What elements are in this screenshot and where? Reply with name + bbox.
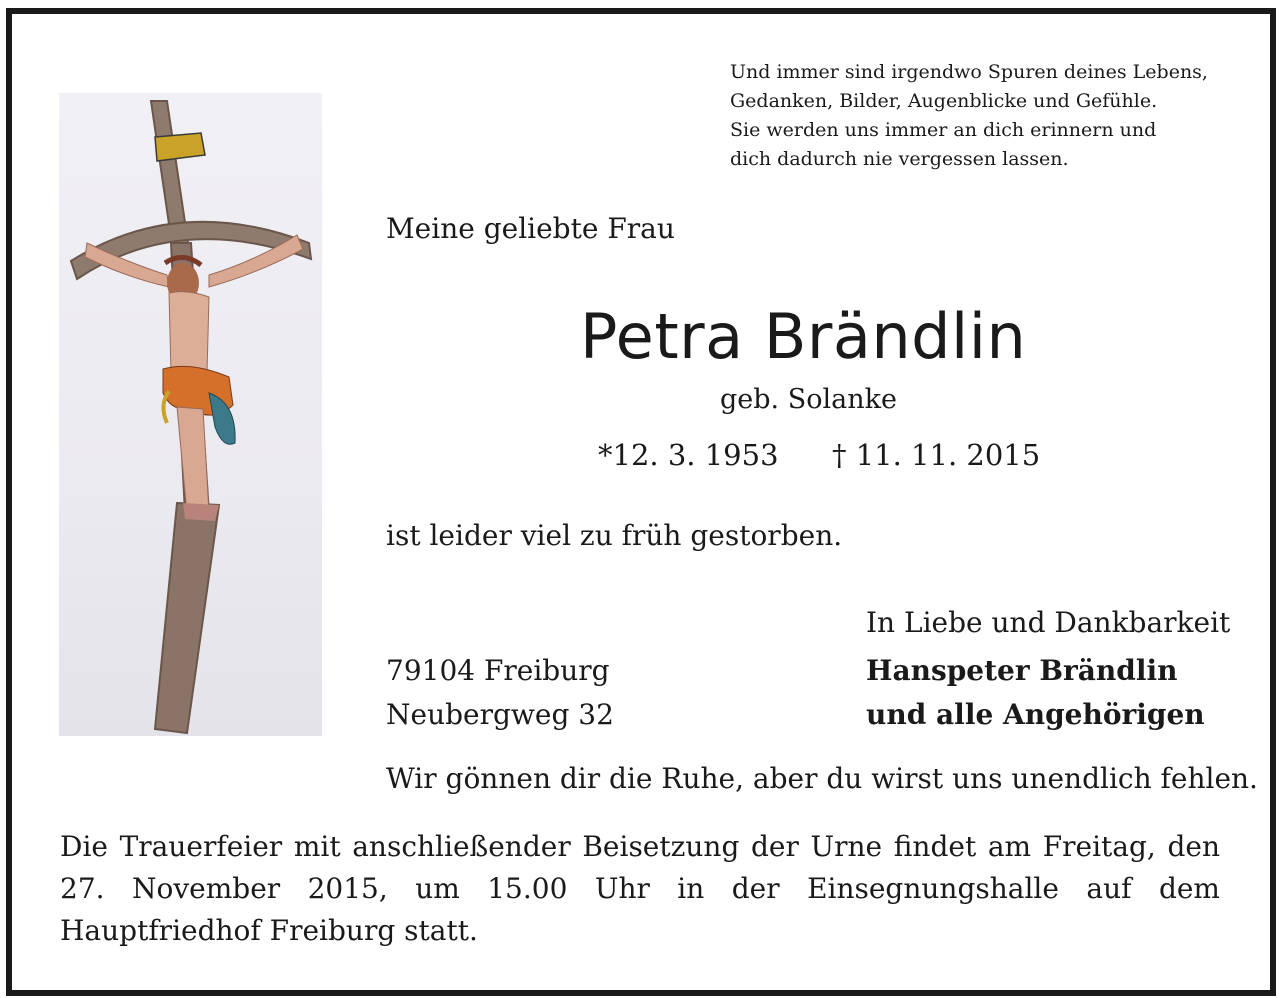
- crucifix-icon: [59, 93, 322, 736]
- rest-line: Wir gönnen dir die Ruhe, aber du wirst uns unendlich fehlen.: [386, 762, 1258, 795]
- closing-text: In Liebe und Dankbarkeit: [866, 606, 1231, 639]
- signer-name: Hanspeter Brändlin: [866, 654, 1178, 687]
- death-date: † 11. 11. 2015: [832, 438, 1041, 472]
- address-city: 79104 Freiburg: [386, 654, 610, 687]
- death-sentence: ist leider viel zu früh gestorben.: [386, 519, 843, 552]
- poem-line: Sie werden uns immer an dich erinnern und: [730, 119, 1157, 141]
- crucifix-photo: [59, 93, 322, 736]
- poem-line: dich dadurch nie vergessen lassen.: [730, 148, 1069, 170]
- deceased-name: Petra Brändlin: [580, 300, 1027, 373]
- signer-family: und alle Angehörigen: [866, 698, 1205, 731]
- address-street: Neubergweg 32: [386, 698, 614, 731]
- poem: [730, 58, 1250, 174]
- intro-text: Meine geliebte Frau: [386, 212, 675, 245]
- ceremony-notice: Die Trauerfeier mit anschließender Beisetzung der Urne findet am Freitag, den 27. November 2015, um 15.00 Uhr in der Einsegnungshalle auf dem Hauptfriedhof Freiburg statt.: [60, 830, 1220, 947]
- birth-date: *12. 3. 1953: [598, 438, 779, 472]
- poem-line: Und immer sind irgendwo Spuren deines Lebens,: [730, 61, 1208, 83]
- poem-line: Gedanken, Bilder, Augenblicke und Gefühle.: [730, 90, 1158, 112]
- maiden-name: geb. Solanke: [720, 384, 897, 415]
